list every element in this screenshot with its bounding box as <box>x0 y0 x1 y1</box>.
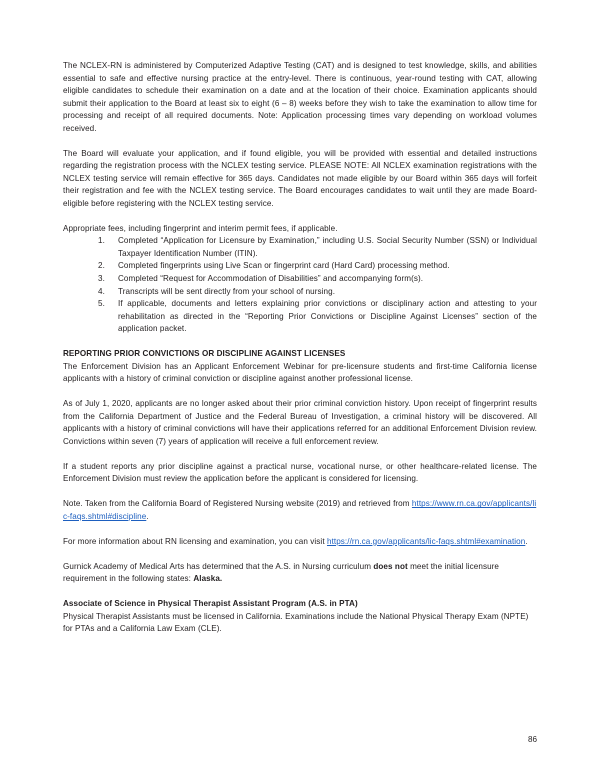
paragraph-pta-licensure: Physical Therapist Assistants must be licensed in California. Examinations include the National Physical Therapy Exam (NPTE) for PTAs and a California Law Exam (CLE). <box>63 611 529 634</box>
paragraph-enforcement-webinar: The Enforcement Division has an Applicant Enforcement Webinar for pre-licensure students and first-time California license applicants with a history of criminal conviction or discipline against another professional license. <box>63 361 537 384</box>
application-requirements-list <box>63 235 537 335</box>
source-note-text: Note. Taken from the California Board of Registered Nursing website (2019) and retrieved from <box>63 499 412 509</box>
paragraph-appropriate-fees: Appropriate fees, including fingerprint and interim permit fees, if applicable. <box>63 223 338 233</box>
list-item: Completed fingerprints using Live Scan or fingerprint card (Hard Card) processing method. <box>118 261 450 271</box>
more-info-period: . <box>525 536 528 546</box>
gurnick-emphasis-state: Alaska. <box>193 574 223 584</box>
list-item: Completed “Application for Licensure by Examination,” including U.S. Social Security Number (SSN) or Individual Taxpayer Identification Number (ITIN). <box>118 236 537 258</box>
paragraph-board-evaluation: The Board will evaluate your application, and if found eligible, you will be provided with essential and detailed instructions regarding the registration process with the NCLEX testing service. PLEASE NOTE: All NCLEX examination registrations with the NCLEX testing service will remain effective for 365 days. Candidates not made eligible by our Board within 365 days will forfeit their registration and fee with the NCLEX testing service. The Board encourages candidates to wait until they are made Board-eligible before registering with the NCLEX testing service. <box>63 148 537 208</box>
section-heading-pta-program: Associate of Science in Physical Therapist Assistant Program (A.S. in PTA) <box>63 599 358 609</box>
paragraph-nclex-cat: The NCLEX-RN is administered by Computerized Adaptive Testing (CAT) and is designed to test knowledge, skills, and abilities essential to safe and effective nursing practice at the entry-level. There is continuous, year-round testing with CAT, allowing eligible candidates to schedule their examination on a date and at the location of their choice. Examination applicants should submit their application to the Board at least six to eight (6 – 8) weeks before they wish to take the examination to allow time for processing and receipt of all required documents. Note: Application processing times vary depending on workload volumes received. <box>63 61 537 133</box>
list-item: Completed “Request for Accommodation of Disabilities” and accompanying form(s). <box>118 273 424 283</box>
list-item: Transcripts will be sent directly from your school of nursing. <box>118 286 336 296</box>
paragraph-july-2020-policy: As of July 1, 2020, applicants are no longer asked about their prior criminal conviction history. Upon receipt of fingerprint results from the California Department of Justice and the Federal Bureau of Investigation, a criminal history will be discovered. All applicants with a history of criminal convictions will have their applications referred for an additional Enforcement Division review. Convictions within seven (7) years of application will receive a full enforcement review. <box>63 399 537 446</box>
list-item: If applicable, documents and letters explaining prior convictions or disciplinary action and attesting to your rehabilitation as directed in the “Reporting Prior Convictions or Discipline Against Licenses” section of the application packet. <box>118 299 537 334</box>
link-brn-discipline-faq[interactable]: https://www.rn.ca.gov/applicants/lic-faqs.shtml#discipline <box>63 499 537 521</box>
link-brn-examination-faq[interactable]: https://rn.ca.gov/applicants/lic-faqs.shtml#examination <box>326 536 526 546</box>
more-info-text: For more information about RN licensing and examination, you can visit <box>63 536 327 546</box>
gurnick-text-part2: meet the initial licensure requirement in the following states: <box>63 561 500 584</box>
section-heading-reporting-prior-convictions: REPORTING PRIOR CONVICTIONS OR DISCIPLINE AGAINST LICENSES <box>63 349 346 359</box>
gurnick-text-part1: Gurnick Academy of Medical Arts has determined that the A.S. in Nursing curriculum <box>63 561 374 571</box>
paragraph-more-information <box>63 536 537 549</box>
gurnick-emphasis-does-not: does not <box>373 561 408 571</box>
paragraph-gurnick-determination <box>63 561 537 586</box>
paragraph-source-note <box>63 498 537 523</box>
source-note-period: . <box>146 511 149 521</box>
paragraph-prior-discipline: If a student reports any prior discipline against a practical nurse, vocational nurse, or other healthcare-related license. The Enforcement Division must review the application before the applicant is considered for licensing. <box>63 461 537 484</box>
page-number: 86 <box>527 735 537 745</box>
